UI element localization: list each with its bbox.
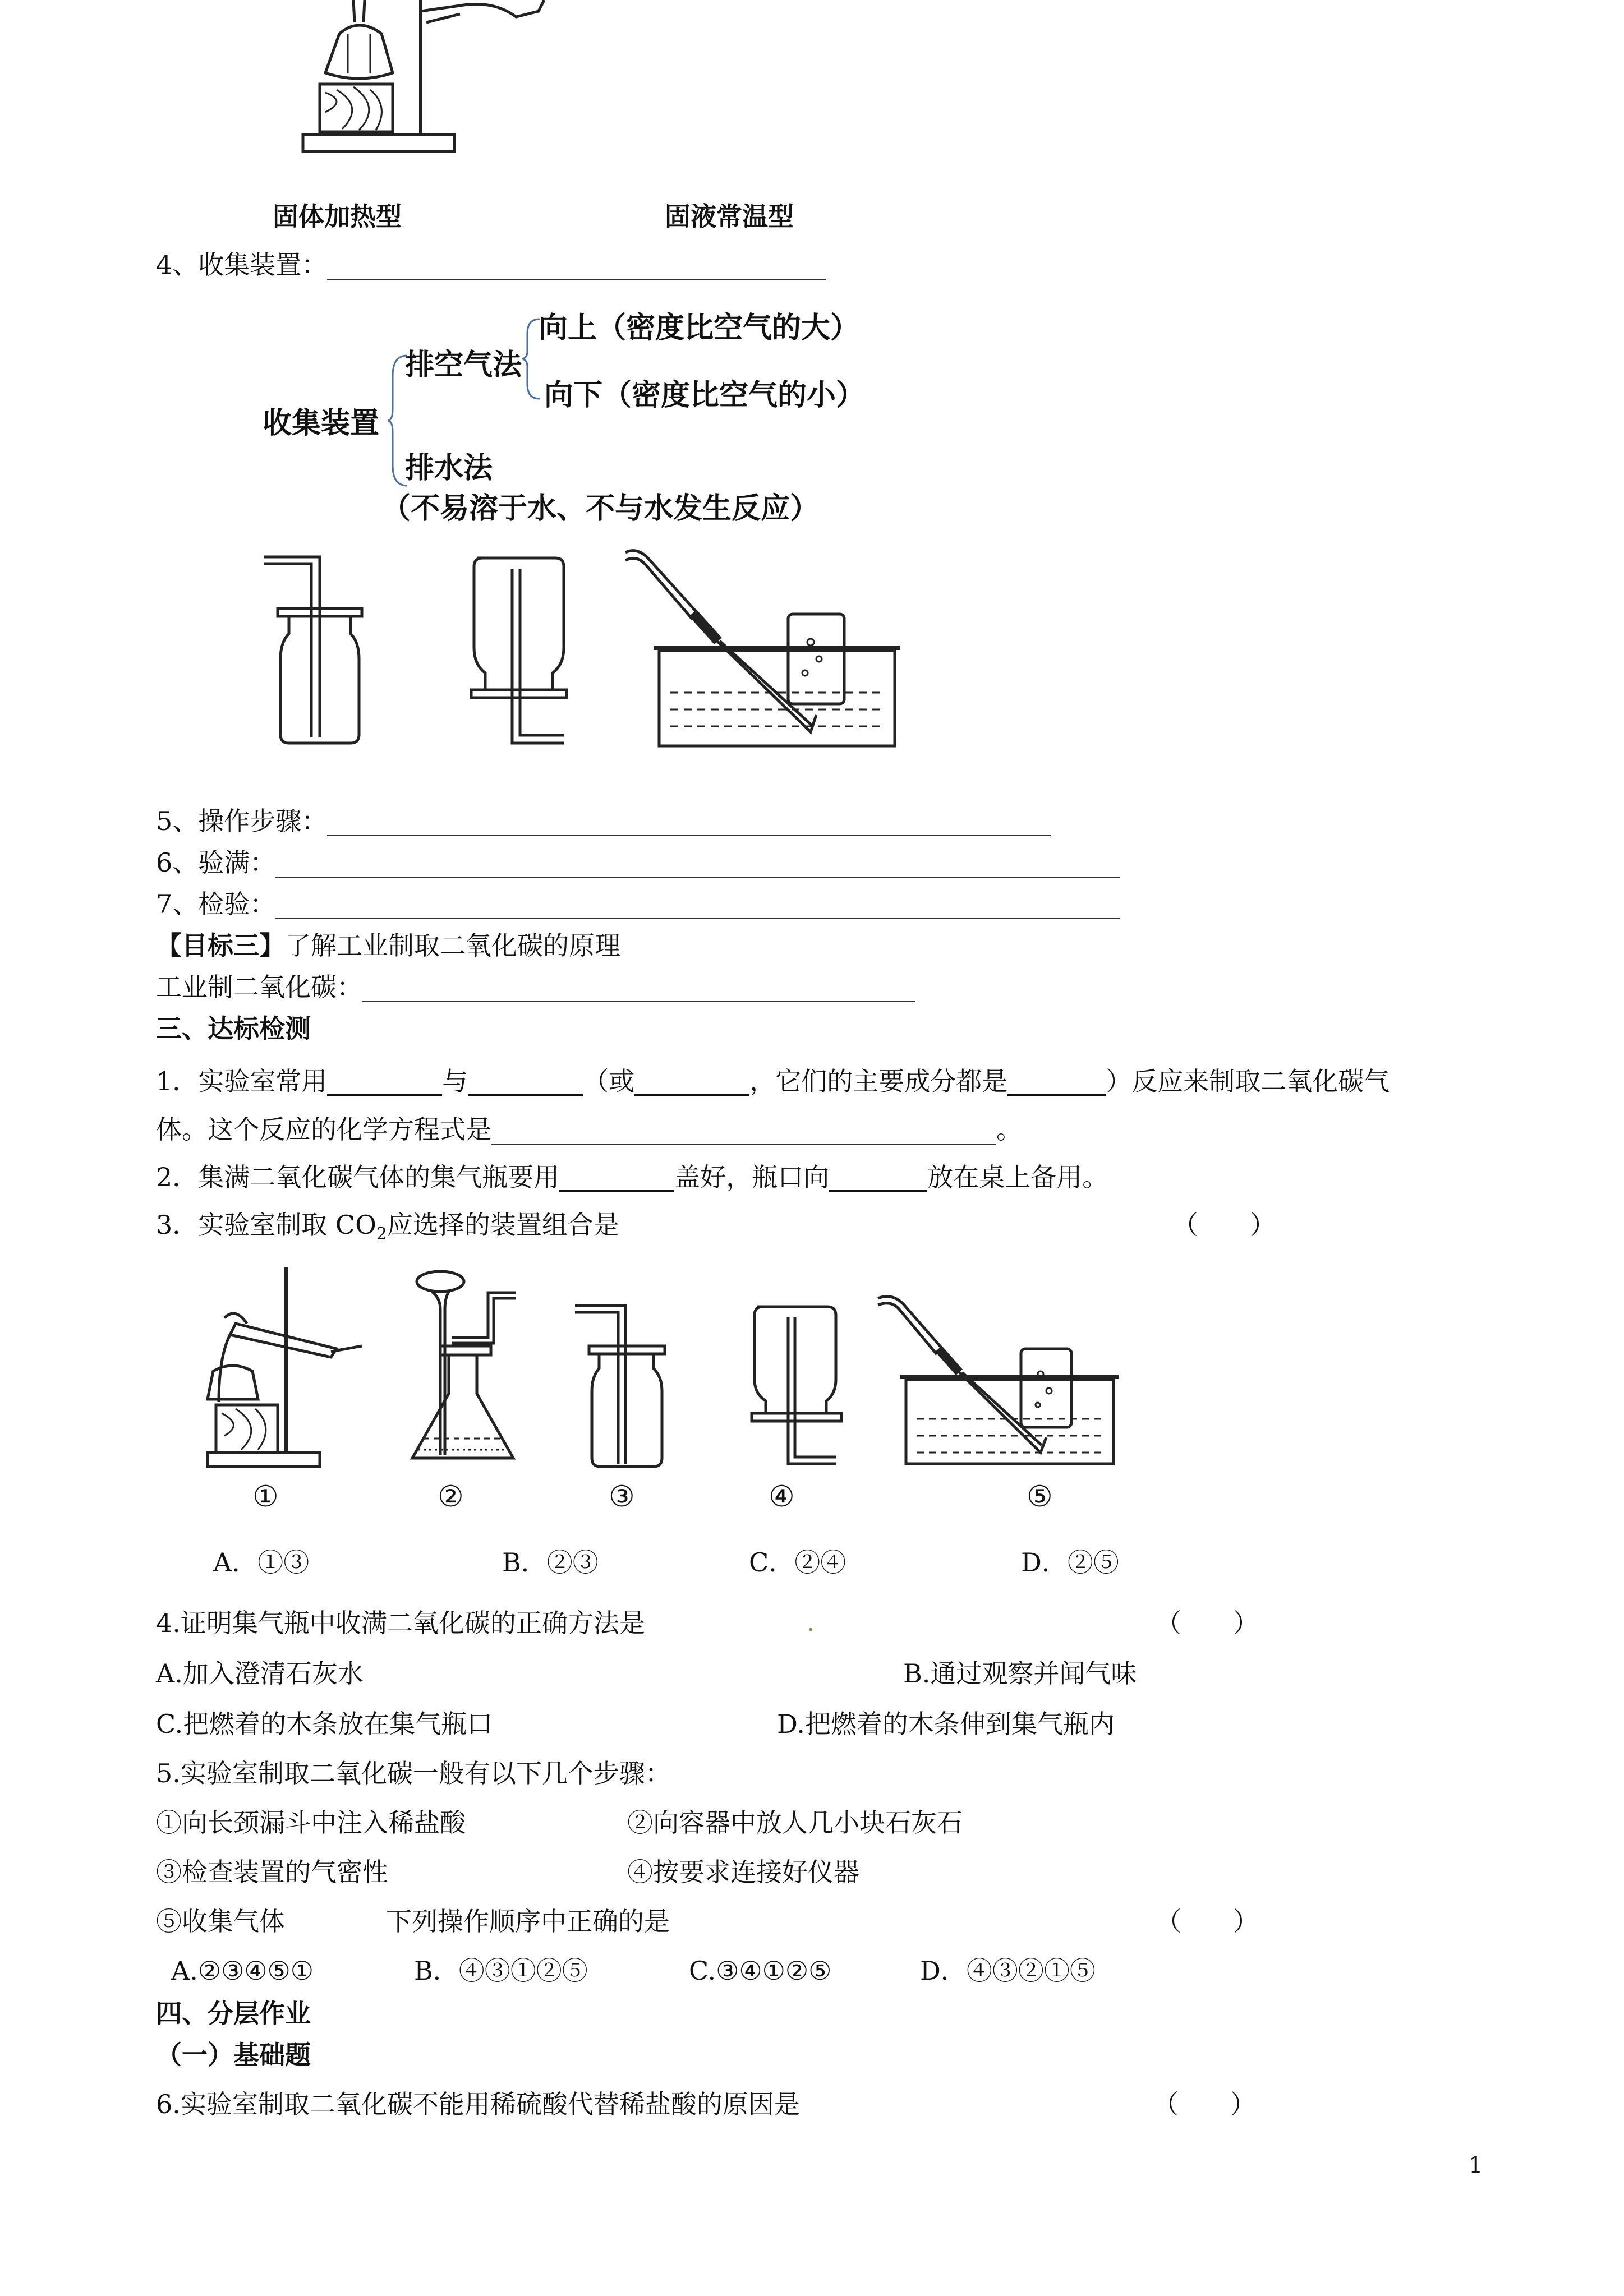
top-apparatus-figure	[292, 0, 550, 168]
scheme-up: 向上（密度比空气的大）	[539, 311, 860, 345]
section-3-title: 三、达标检测	[156, 1013, 311, 1044]
q4-option-a[interactable]: A.加入澄清石灰水	[156, 1658, 364, 1689]
q3-answer-paren[interactable]: （ ）	[1172, 1210, 1276, 1240]
page-number: 1	[1469, 2152, 1483, 2178]
q6-stem: 6.实验室制取二氧化碳不能用稀硫酸代替稀盐酸的原因是	[156, 2089, 800, 2119]
q2-blank-2[interactable]	[829, 1165, 927, 1192]
q3-fig-label-1: ①	[252, 1480, 279, 1514]
q5-ask: 下列操作顺序中正确的是	[386, 1906, 670, 1937]
scheme-main-label: 收集装置	[263, 407, 380, 440]
q6-answer-paren[interactable]: （ ）	[1153, 2089, 1256, 2119]
q5-option-b[interactable]: B．④③①②⑤	[414, 1956, 588, 1986]
q1-line1: 1．实验室常用 与 （或 ，它们的主要成分都是 ）反应来制取二氧化碳气	[156, 1066, 1390, 1096]
fig-label-solid-liquid-room: 固液常温型	[665, 201, 794, 232]
q5-step-3: ③检查装置的气密性	[156, 1857, 388, 1887]
section-4-title: 四、分层作业	[156, 1998, 311, 2028]
q4-answer-paren[interactable]: （ ）	[1156, 1608, 1259, 1638]
q5-step-5: ⑤收集气体	[156, 1906, 285, 1937]
q5-option-c[interactable]: C.③④①②⑤	[689, 1956, 832, 1986]
q3-option-b[interactable]: B．②③	[502, 1547, 599, 1578]
industry-blank[interactable]	[362, 979, 915, 1002]
scheme-water-method: 排水法	[405, 451, 493, 485]
q3-fig-4-downward-air-bottle	[743, 1301, 844, 1469]
item-4-label: 4、收集装置：	[156, 250, 826, 280]
q3-fig-label-3: ③	[609, 1480, 635, 1514]
q5-option-d[interactable]: D．④③②①⑤	[920, 1956, 1096, 1986]
q5-option-a[interactable]: A.②③④⑤①	[171, 1956, 314, 1986]
water-displacement-collection-figure	[614, 547, 906, 751]
item-6-label: 6、验满：	[156, 848, 1120, 878]
q3-option-d[interactable]: D．②⑤	[1021, 1547, 1119, 1578]
fig-label-solid-heating: 固体加热型	[273, 201, 402, 232]
q2-blank-1[interactable]	[559, 1165, 674, 1192]
scheme-air-method: 排空气法	[405, 348, 522, 382]
q1-line2: 体。这个反应的化学方程式是 。	[156, 1114, 1022, 1145]
item-5-blank[interactable]	[327, 813, 1051, 836]
q3-option-c[interactable]: C．②④	[749, 1547, 846, 1578]
q3-fig-5-water-displacement	[872, 1293, 1119, 1469]
q5-answer-paren[interactable]: （ ）	[1156, 1906, 1259, 1937]
item-4-blank[interactable]	[327, 256, 826, 280]
q5-step-1: ①向长颈漏斗中注入稀盐酸	[156, 1808, 466, 1838]
q2-line: 2．集满二氧化碳气体的集气瓶要用 盖好，瓶口向 放在桌上备用。	[156, 1162, 1108, 1192]
item-7-label: 7、检验：	[156, 889, 1120, 919]
q3-fig-label-4: ④	[769, 1480, 795, 1514]
q4-stem: 4.证明集气瓶中收满二氧化碳的正确方法是	[156, 1608, 645, 1638]
q4-option-b[interactable]: B.通过观察并闻气味	[903, 1658, 1137, 1689]
q1-blank-2[interactable]	[468, 1069, 583, 1096]
q5-step-4: ④按要求连接好仪器	[627, 1857, 859, 1887]
q5-stem: 5.实验室制取二氧化碳一般有以下几个步骤：	[156, 1758, 671, 1788]
q1-blank-3[interactable]	[634, 1069, 749, 1096]
upward-air-collection-figure	[258, 552, 370, 746]
q3-fig-1-heating-apparatus	[202, 1262, 365, 1469]
q1-blank-4[interactable]	[1007, 1069, 1106, 1096]
q5-step-2: ②向容器中放人几小块石灰石	[627, 1808, 963, 1838]
q4-option-c[interactable]: C.把燃着的木条放在集气瓶口	[156, 1709, 493, 1739]
downward-air-collection-figure	[463, 552, 575, 751]
q3-fig-label-5: ⑤	[1027, 1480, 1053, 1514]
q3-fig-3-upward-air-bottle	[572, 1301, 670, 1469]
q1-equation-blank[interactable]	[491, 1121, 996, 1145]
item-5-label: 5、操作步骤：	[156, 806, 1051, 836]
q4-option-d[interactable]: D.把燃着的木条伸到集气瓶内	[777, 1709, 1115, 1739]
q3-option-a[interactable]: A．①③	[213, 1547, 310, 1578]
q1-blank-1[interactable]	[327, 1069, 442, 1096]
goal-3: 【目标三】了解工业制取二氧化碳的原理	[156, 930, 620, 961]
scheme-down: 向下（密度比空气的小）	[544, 379, 866, 412]
q3-fig-2-flask-apparatus	[407, 1265, 519, 1469]
scheme-water-note: （不易溶于水、不与水发生反应）	[381, 492, 820, 525]
q4-dot: .	[807, 1607, 815, 1637]
item-6-blank[interactable]	[275, 854, 1120, 878]
q3-fig-label-2: ②	[438, 1480, 464, 1514]
item-7-blank[interactable]	[275, 896, 1120, 919]
q3-stem: 3．实验室制取 $CO_2$应选择的装置组合是	[156, 1210, 619, 1244]
basic-questions-title: （一）基础题	[156, 2040, 311, 2070]
scheme-brace-inner	[522, 317, 542, 401]
industry-label: 工业制二氧化碳：	[156, 972, 915, 1002]
scheme-brace-outer	[387, 353, 410, 488]
